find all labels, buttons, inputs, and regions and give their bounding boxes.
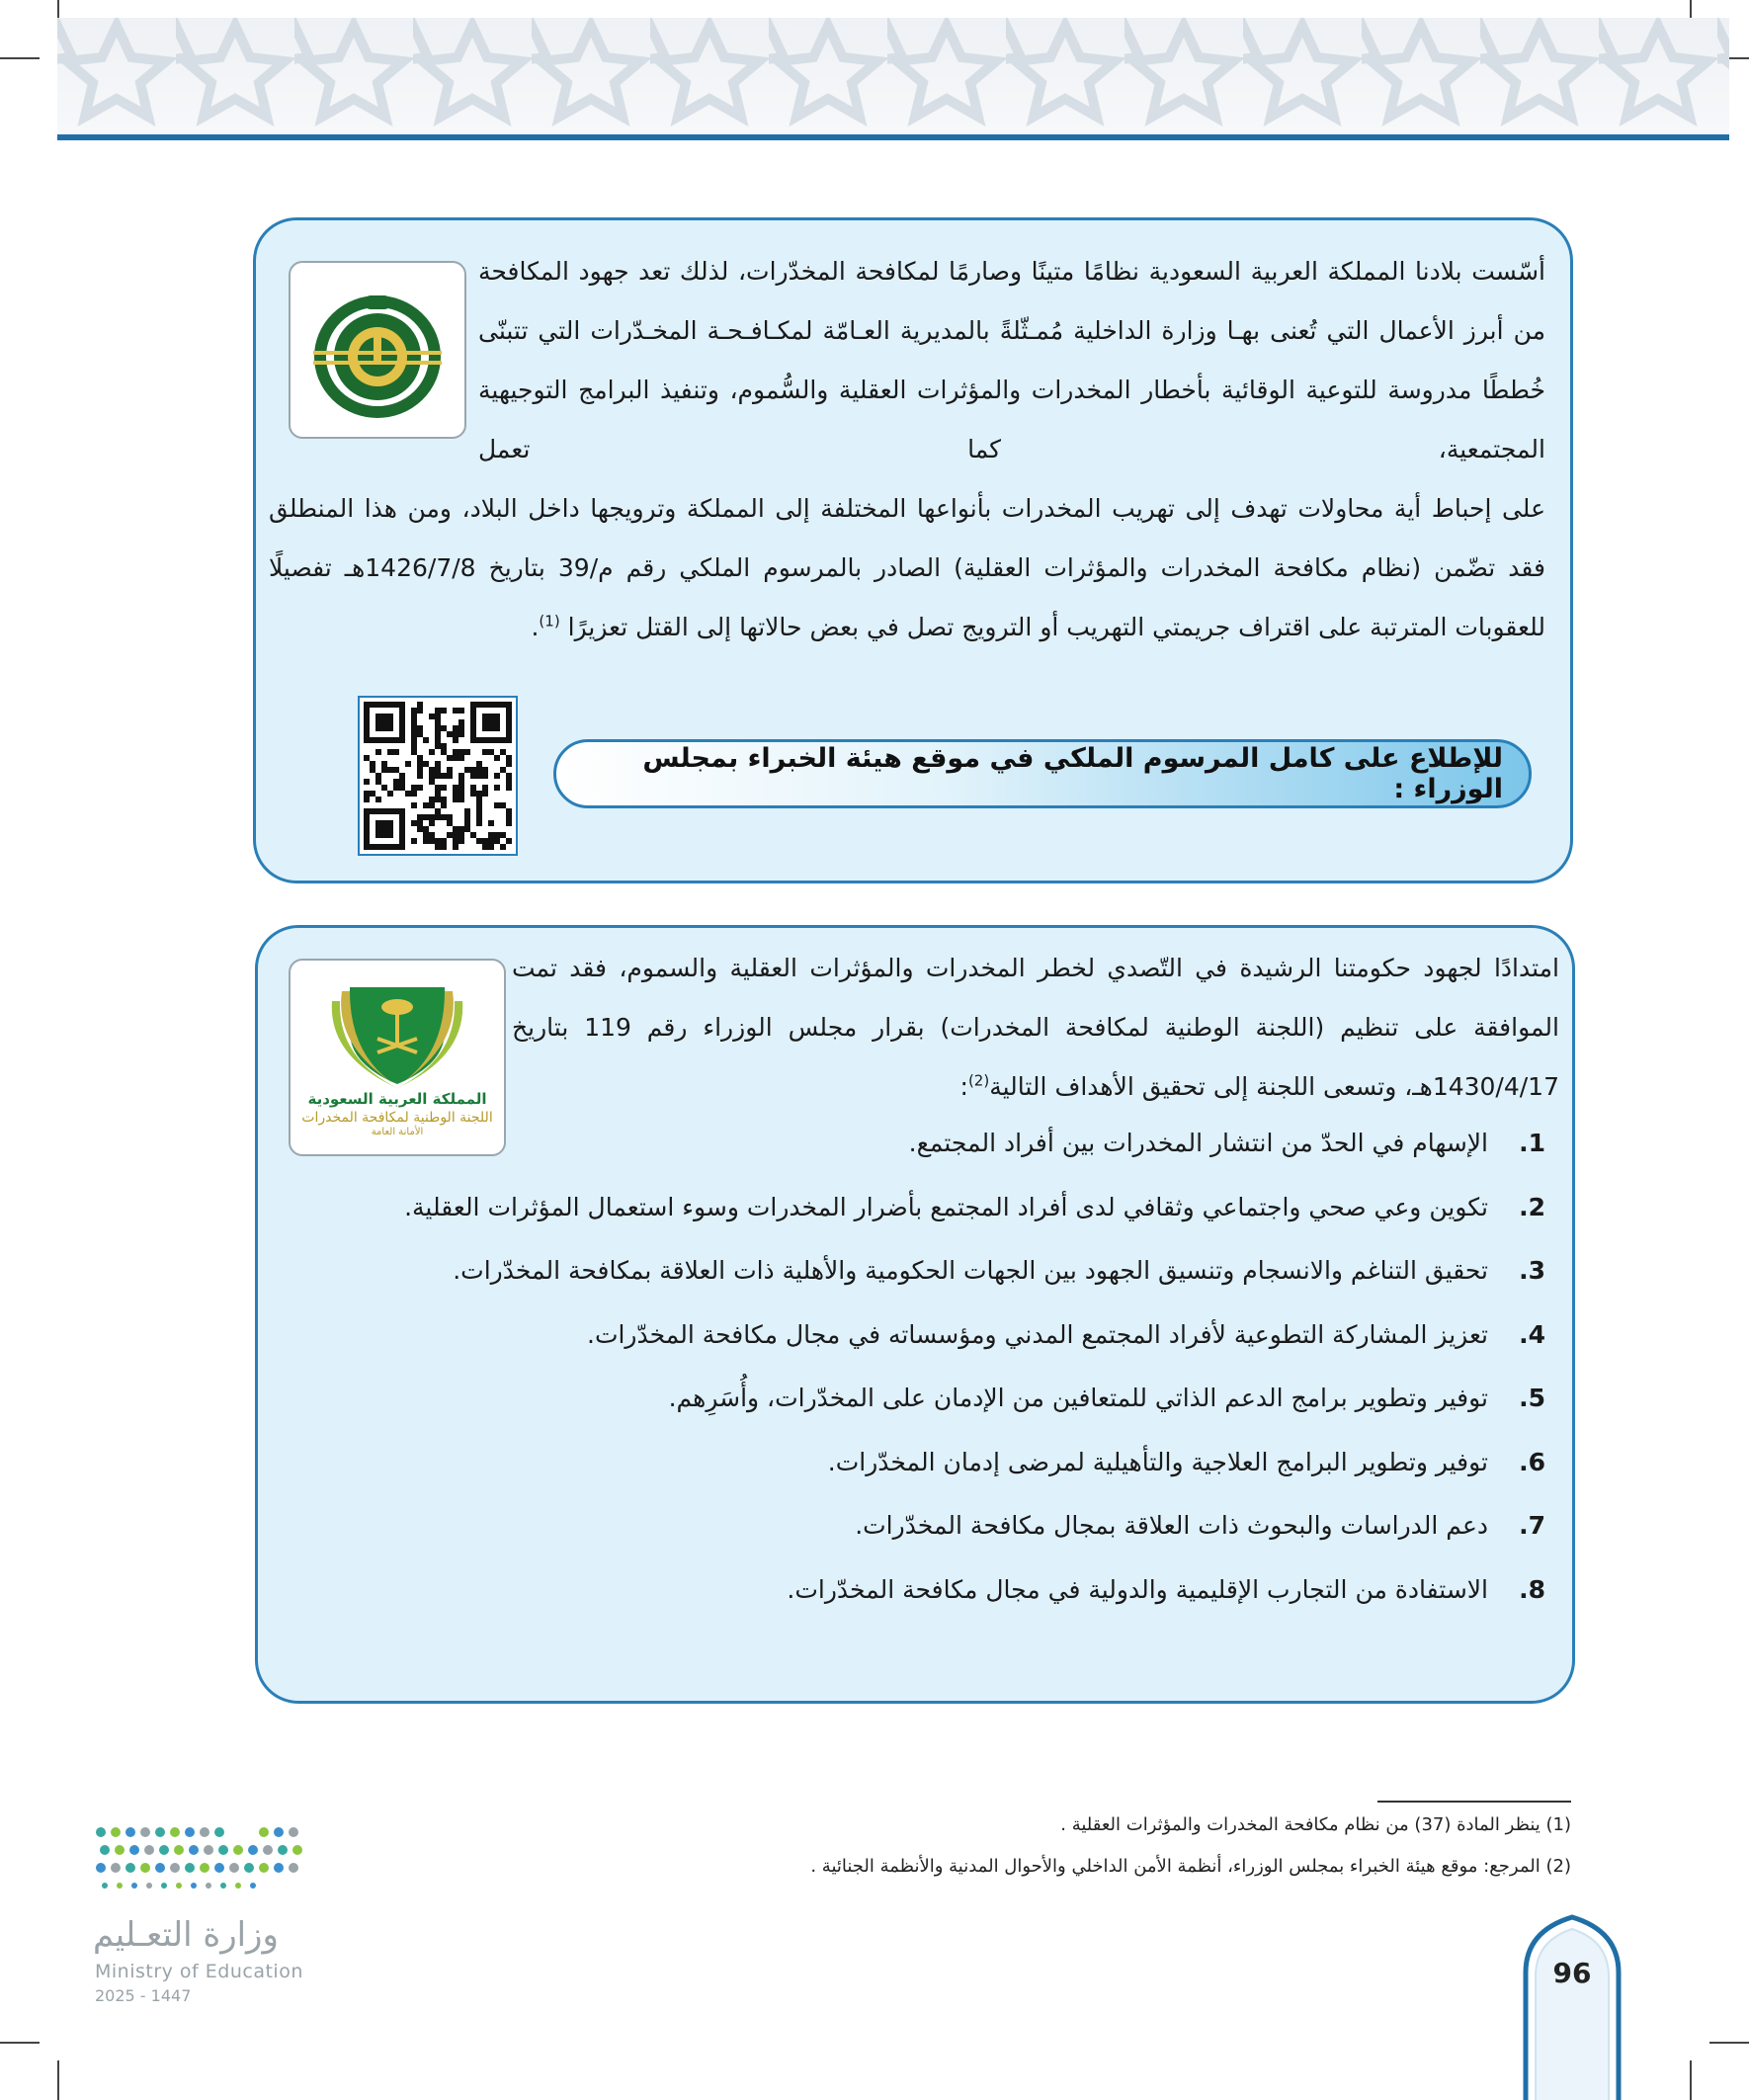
- crop-mark: [0, 57, 40, 59]
- list-item: [360, 1384, 1545, 1448]
- list-item: [360, 1256, 1545, 1320]
- committee-intro: [512, 939, 1559, 1117]
- goal-number: 1.: [1519, 1129, 1545, 1157]
- list-item: [360, 1193, 1545, 1257]
- page-number: 96: [1552, 1957, 1592, 1989]
- ministry-of-education-dots-logo-icon: [91, 1820, 318, 1909]
- paragraph-end: .: [531, 613, 540, 641]
- goal-text: تحقيق التناغم والانسجام وتنسيق الجهود بين الجهات الحكومية والأهلية ذات العلاقة بمكافحة المخدّرات.: [453, 1256, 1488, 1285]
- footnote-ref-2[interactable]: (2): [967, 1071, 990, 1090]
- goal-text: تعزيز المشاركة التطوعية لأفراد المجتمع المدني ومؤسساته في مجال مكافحة المخدّرات.: [587, 1319, 1488, 1349]
- footnote-2: (2) المرجع: موقع هيئة الخبراء بمجلس الوزراء، أنظمة الأمن الداخلي والأحوال المدنية والأنظمة الجنائية .: [810, 1856, 1571, 1877]
- header-band: [57, 18, 1729, 134]
- ministry-name-arabic: وزارة التعـليم: [93, 1915, 279, 1955]
- logo-text-committee: اللجنة الوطنية لمكافحة المخدرات: [301, 1110, 493, 1126]
- header-rule: [57, 134, 1729, 140]
- footnote-rule: [1377, 1801, 1571, 1803]
- goal-number: 4.: [1519, 1319, 1545, 1349]
- committee-intro-end: :: [959, 1072, 968, 1101]
- ministry-of-interior-emblem-icon: [303, 276, 452, 424]
- goal-number: 2.: [1519, 1192, 1545, 1221]
- goal-number: 7.: [1519, 1511, 1545, 1540]
- intro-paragraph: أسّست بلادنا المملكة العربية السعودية نظامًا متينًا وصارمًا لمكافحة المخدّرات، لذلك تعد جهود المكافحة من أبرز الأعمال التي تُعنى بهـا وزارة الداخلية مُمـثّلةً بالمديرية العـامّة لمكـافـحـة المخـدّرات التي تتبنّى خُططًا مدروسة للتوعية الوقائية بأخطار المخدرات والمؤثرات العقلية والسُّموم، وتنفيذ البرامج التوجيهية المجتمعية، كما تعمل: [478, 257, 1545, 463]
- committee-logo-card: [289, 959, 506, 1156]
- decree-link-label: للإطلاع على كامل المرسوم الملكي في موقع هيئة الخبراء بمجلس الوزراء :: [642, 743, 1503, 804]
- crop-mark: [1690, 2060, 1692, 2100]
- national-committee-narcotics-control-emblem-icon: [328, 977, 466, 1088]
- page-number-tab: [1522, 1913, 1623, 2100]
- intro-paragraph-continued: [269, 479, 1545, 657]
- list-item: [360, 1448, 1545, 1512]
- footnote-1: (1) ينظر المادة (37) من نظام مكافحة المخدرات والمؤثرات العقلية .: [1060, 1814, 1571, 1835]
- goal-number: 8.: [1519, 1574, 1545, 1604]
- crop-mark: [0, 2042, 40, 2044]
- paragraph-text: على إحباط أية محاولات تهدف إلى تهريب المخدرات بأنواعها المختلفة إلى المملكة وترويجها داخل البلاد، ومن هذا المنطلق فقد تضّمن (نظام مكافحة المخدرات والمؤثرات العقلية) الصادر بالمرسوم الملكي رقم م/39 بتاريخ 1426/7/8هـ تفصيلًا للعقوبات المترتبة على اقتراف جريمتي التهريب أو الترويج تصل في بعض حالاتها إلى القتل تعزيرًا: [269, 494, 1545, 641]
- crop-mark: [57, 2060, 59, 2100]
- ministry-year: 2025 - 1447: [95, 1986, 192, 2005]
- list-item: [360, 1511, 1545, 1575]
- committee-intro-text: امتدادًا لجهود حكومتنا الرشيدة في التّصدي لخطر المخدرات والمؤثرات العقلية والسموم، فقد تمت الموافقة على تنظيم (اللجنة الوطنية لمكافحة المخدرات) بقرار مجلس الوزراء رقم 119 بتاريخ 1430/4/17هـ، وتسعى اللجنة إلى تحقيق الأهداف التالية: [512, 954, 1559, 1101]
- list-item: [360, 1575, 1545, 1639]
- logo-text-secretariat: الأمانة العامة: [371, 1127, 424, 1137]
- goal-text: الإسهام في الحدّ من انتشار المخدرات بين أفراد المجتمع.: [908, 1129, 1488, 1157]
- geometric-star-pattern-icon: [57, 18, 1729, 134]
- goal-text: توفير وتطوير البرامج العلاجية والتأهيلية لمرضى إدمان المخدّرات.: [827, 1447, 1488, 1476]
- goal-number: 5.: [1519, 1384, 1545, 1412]
- goals-list: [360, 1129, 1545, 1638]
- goal-number: 3.: [1519, 1256, 1545, 1285]
- goal-text: تكوين وعي صحي واجتماعي وثقافي لدى أفراد المجتمع بأضرار المخدرات وسوء استعمال المؤثرات العقلية.: [404, 1192, 1488, 1221]
- qr-code-graphic: [360, 698, 516, 854]
- logo-text-kingdom: المملكة العربية السعودية: [307, 1090, 487, 1108]
- goal-text: الاستفادة من التجارب الإقليمية والدولية في مجال مكافحة المخدّرات.: [787, 1574, 1488, 1604]
- decree-link-pill[interactable]: [553, 739, 1532, 808]
- ministry-name-english: Ministry of Education: [95, 1961, 303, 1982]
- list-item: [360, 1320, 1545, 1385]
- qr-code-icon[interactable]: [358, 696, 518, 856]
- interior-logo-card: [289, 261, 466, 439]
- goal-text: دعم الدراسات والبحوث ذات العلاقة بمجال مكافحة المخدّرات.: [855, 1511, 1488, 1540]
- footnote-ref-1[interactable]: (1): [539, 612, 560, 630]
- goal-number: 6.: [1519, 1447, 1545, 1476]
- list-item: [360, 1129, 1545, 1193]
- crop-mark: [1709, 2042, 1749, 2044]
- goal-text: توفير وتطوير برامج الدعم الذاتي للمتعافين من الإدمان على المخدّرات، وأُسَرِهم.: [668, 1384, 1488, 1412]
